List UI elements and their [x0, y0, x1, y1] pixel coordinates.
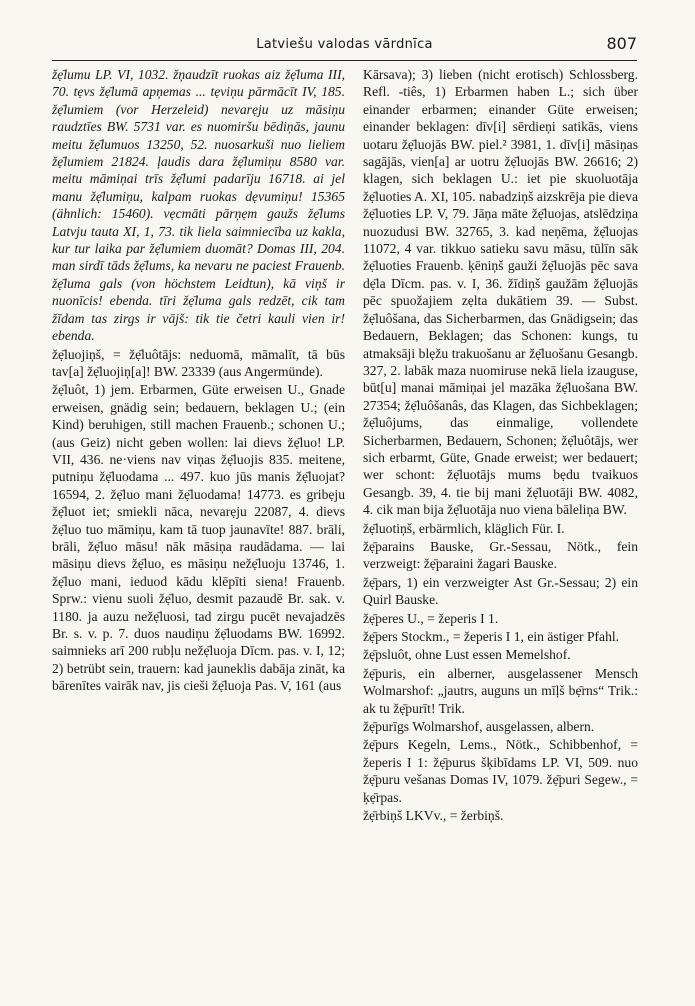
right-column: [363, 66, 638, 1001]
entry-zeperes: žẹ̄peres U., = žeperis I 1.: [363, 610, 499, 626]
entry-zepars: žẹ̄pars, 1) ein verzweigter Ast Gr.-Sessau; 2) ein Quirl Bauske.: [363, 574, 638, 608]
entry-zeluot-continuation: Kārsava); 3) lieben (nicht erotisch) Schlossberg. Refl. -tiês, 1) Erbarmen haben L.; sich über einander erbarmen; einander Güte erweisen; einander beklagen: dīv[i] sērdieņi satikās, viens uotaru žẹ̄luojās BW. piel.² 3981, 1. dīv[i] māsiņas sagājās, vien[a] ar uotru žẹ̄luojās BW. 26616; 2) klagen, sich beklagen U.: iet pie skuoluotāja žẹ̄luoties A. XI, 105. nabadziņš aizskrēja pie dieva žẹ̄luoties LP. V, 79. Jāņa māte žẹ̄luojas, atslēdziņa nuozudusi BW. 32765, 3. kad neņēma, žẹ̄luojas 11072, 4 var. tikkuo satieku savu māsu, tūlīn sāk žẹ̄luoties Frauenb. ķēniņš gauži žẹ̄luojās pēc sava dẹ̄la Dīcm. pas. v. I, 36. žīdiņš gaužām žẹ̄luojās pēc spuožajiem zẹlta dukātiem 39. — Subst. žẹ̄luôšana, das Sicherbarmen, das Gnädigsein; das Bedauern, Beklagen; das Schonen: kungs, tu atmaksāji blẹžu trakuošanu ar žẹ̄luošanu Gesangb. 327, 2. labāk maza nuomiruse nekā liela izauguse, būt[u] manai māmiņai jel mazāka žẹ̄luošana BW. 27354; žẹ̄luôšanâs, das Klagen, das Sichbeklagen; žẹ̄luôjums, das einmalige, vollendete Sicherbarmen, Bedauern, Schonen; žẹ̄luôtājs, wer sich erbarmt, Güte, Gnade erweist; wer bedauert; wer schont: žẹ̄luotājs mums bẹdu tvaikuos Gesangb. 39, 4. tie bij mani žẹ̄luotāji BW. 4082, 4. cik man bija žẹ̄luotāja nuo viena bāleliņa BW.: [363, 67, 638, 518]
entry-zeluotins: žẹ̄luotiņš, erbärmlich, kläglich Für. I.: [363, 520, 565, 536]
left-column: [52, 66, 345, 1001]
entry-zeluojins: žẹ̄luojiņš, = žẹ̄luôtājs: neduomā, māmalīt, tā būs tav[a] žẹ̄luojiņ[a]! BW. 23339 (aus Angermünde).: [52, 346, 345, 379]
page-number: 807: [606, 34, 637, 53]
entry-zeparains: žẹ̄parains Bauske, Gr.-Sessau, Nötk., fein verzweigt: žẹ̄paraini žagari Bauske.: [363, 538, 638, 572]
entry-zerbins: žẹ̄rbiņš LKVv., = žerbiņš.: [363, 808, 504, 824]
entry-zepsluot: žẹ̄psluôt, ohne Lust essen Memelshof.: [363, 647, 571, 663]
running-title: Latviešu valodas vārdnīca: [256, 37, 433, 52]
entry-zepuris: žẹ̄puris, ein alberner, ausgelassener Mensch Wolmarshof: „jautrs, auguns un mīļš bẹ̄rns“ Trik.: ak tu žẹ̄purīt! Trik.: [363, 665, 638, 716]
page-header: [52, 34, 637, 61]
entry-zeluot: žẹ̄luôt, 1) jem. Erbarmen, Güte erweisen U., Gnade erweisen, gnädig sein; bedauern, beklagen U.; (ein Kind) beruhigen, still machen Frauenb.; schonen U.; (aus Geiz) nicht geben wollen: lai dievs žẹ̄luo! LP. VII, 436. ne·viens nav viņas žẹ̄luojis 835. meitene, putniņu žẹ̄luodama ... 497. kuo jūs manis žẹ̄luojat? 16594, 2. žẹ̄luo mani žẹ̄luodama! 14773. es gribẹju žẹ̄luot iet; smiekli nāca, nevarẹju 22087, 4. dievs žẹ̄luo tuo māmiņu, kam tā tuop jaunavīte! 887. brāli, brāli, žẹ̄luo māsu! nāk māsiņa raudādama. — lai māsiņu dievs žẹ̄luo, es māsiņu nežẹ̄luoju 13746, 1. žẹ̄luo mani, ieduod kādu klēpīti siena! Frauenb. Sprw.: vienu suoli žẹ̄luo, desmit pazaudē Br. sak. v. 1180. ja auzu nežẹ̄luosi, tad zirgu pucēt nevajadzēs Br. s. v. p. 7. duos naudiņu žẹ̄luodams BW. 16992. saimnieks arī 200 rubļu nežẹ̄luoja Dīcm. pas. v. I, 12; 2) betrübt sein, trauern: kad jauneklis dabāja zināt, ka bārenītes vairāk nav, jis cieši žẹ̄luoja Pas. V, 161 (aus: [52, 382, 345, 694]
entry-zepurigs: žẹ̄purīgs Wolmarshof, ausgelassen, albern.: [363, 719, 595, 735]
entry-zepers: žẹ̄pers Stockm., = žeperis I 1, ein ästiger Pfahl.: [363, 629, 620, 644]
entry-continuation: žẹ̄lumu LP. VI, 1032. žņaudzīt ruokas aiz žẹ̄luma III, 70. tẹvs žẹ̄lumā apņemas ... tẹviņu pārmācīt IV, 185. žẹ̄lumiem (vor Herzeleid) nevarẹju uz māsiņu raudztīes BW. 5731 var. es nuomiršu bēdiņās, jaunu meitu žẹ̄lumuos 13250, 52. nuosarkuši nuo lieliem žẹ̄lumiem 21824. ļaudis dara žẹ̄lumiņu 8580 var. meitu māmiņai trīs žẹ̄lumi padarīju 16718. ai jel manu žẹ̄lumiņu, kalpam ruokas dẹvumiņu! 15365 (ähnlich: 15460). vẹcmāti pārņẹm gaužs žẹ̄lums Latvju tauta XI, 1, 73. tik liela saimniecība uz kakla, kur tur laika par žẹ̄lumiem duomāt? Domas III, 204. man sirdī tāds žẹ̄lums, ka nevaru ne paciest Frauenb. žẹ̄luma gals (von höchstem Leidtun), kā viņš ir nuonīcis! ebenda. tīri žẹ̄luma gals redzēt, cik tam žīdam tas zirgs ir vājš: tik tie četri kauli vien ir! ebenda.: [52, 67, 345, 344]
entry-zepurs: žẹ̄purs Kegeln, Lems., Nötk., Schibbenhof, = žeperis I 1: žẹ̄purus šķibīdams LP. VI, 509. nuo žẹ̄puru vešanas Domas IV, 1079. žẹ̄puri Segew., = ķẹ̄rpas.: [363, 737, 638, 805]
